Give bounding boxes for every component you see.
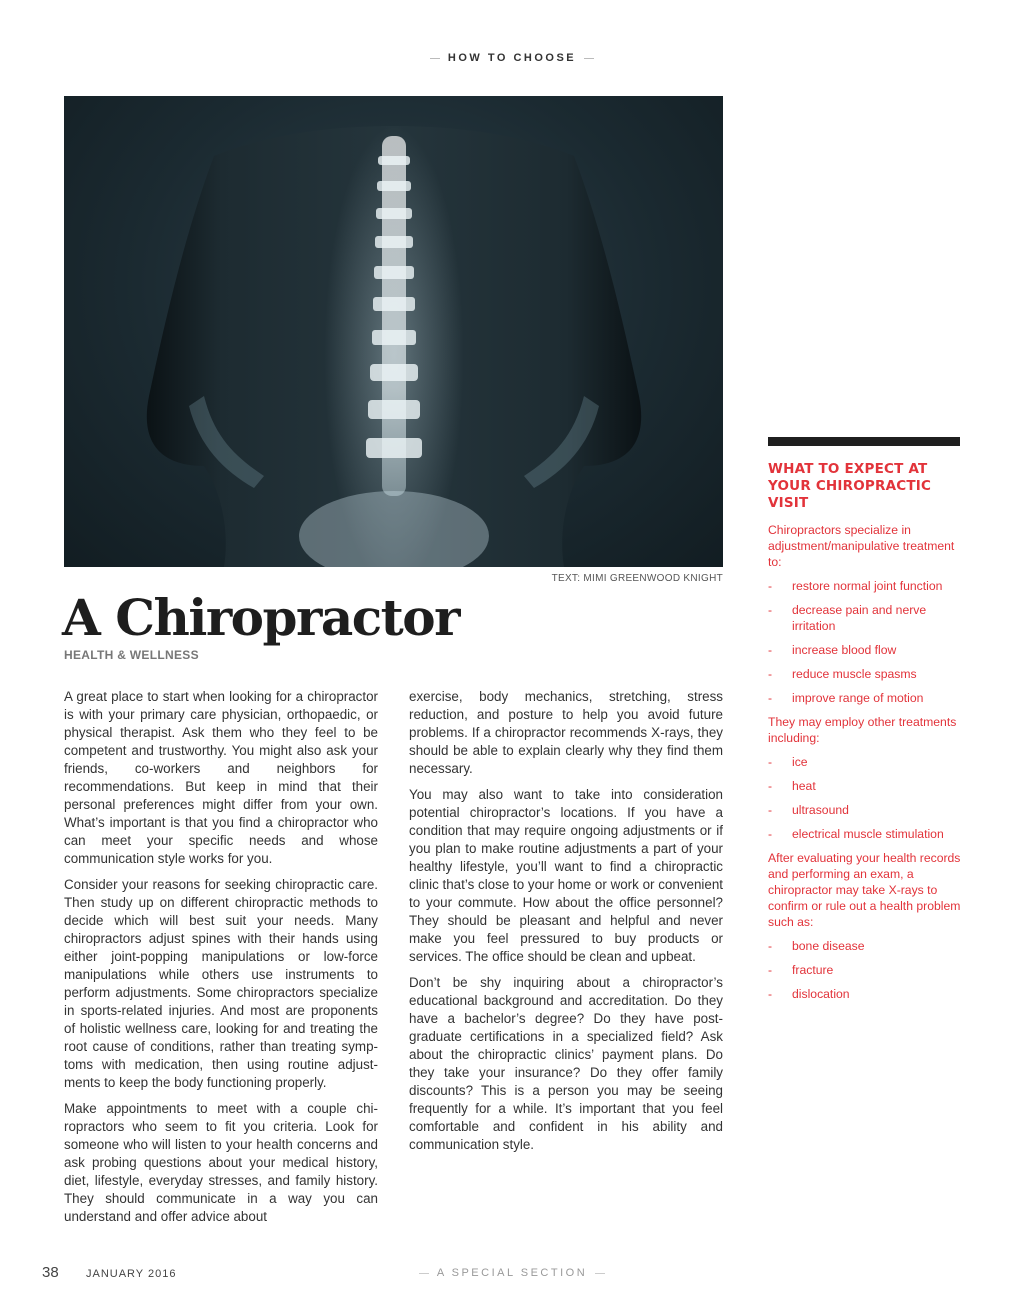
paragraph: Don’t be shy inquiring about a chiropractor’s educational background and accreditation. Do they have a bachelor’s degree? Do they have post-graduate certifications in a specialized field? Ask about the chiropractic clinics’ payment plans. Do they take your insurance? Do they offer family discounts? This is a person you may be seeing frequently for a while. It’s important that you feel comfortable and confident in his ability and communication style.	[409, 975, 723, 1152]
sidebar-top-bar	[768, 437, 960, 446]
author-credit: TEXT: MIMI GREENWOOD KNIGHT	[551, 573, 723, 584]
article-title: A Chiropractor	[62, 588, 459, 647]
list-item: - electrical muscle stimulation	[768, 826, 963, 842]
issue-date: JANUARY 2016	[86, 1268, 177, 1280]
hero-image	[64, 96, 723, 567]
divider	[430, 58, 440, 59]
paragraph: Consider your reasons for seeking chiropractic care. Then study up on different chiropractic methods to decide which will best suit your needs. Many chiropractors adjust spines with their hands using either joint-popping manipulations or low-force manipulations while others use instruments to perform adjustments. Some chiropractors specialize in sports-related injuries. And most are proponents of holistic wellness care, looking for and treating the root cause of conditions, rather than treating symptoms with medication, then using routine adjustments to keep the body functioning properly.	[64, 877, 378, 1090]
list-item: - heat	[768, 778, 963, 794]
running-head	[0, 52, 1024, 64]
sidebar	[768, 461, 963, 1010]
list-item: - reduce muscle spasms	[768, 666, 963, 682]
running-head-label: HOW TO CHOOSE	[447, 52, 577, 64]
list-item: - fracture	[768, 962, 963, 978]
spine-xray-illustration	[64, 96, 723, 567]
sidebar-list-treatments	[768, 578, 963, 706]
list-item: - increase blood flow	[768, 642, 963, 658]
sidebar-intro: They may employ other treatments including:	[768, 715, 957, 745]
sidebar-intro: Chiropractors specialize in adjustment/manipulative treatment to:	[768, 523, 955, 569]
paragraph: A great place to start when looking for a chiropractor is with your primary care physician, orthopaedic, or physical therapist. Ask them who they feel to be competent and trustworthy. You might also ask your friends, co-workers and neighbors for recommendations. But keep in mind that their personal preferences might differ from your own. What’s important is that you find a chiropractor who can meet your specific needs and whose communication style works for you.	[64, 689, 378, 866]
list-item: - ice	[768, 754, 963, 770]
section-label: A SPECIAL SECTION	[436, 1267, 588, 1279]
article-column-1	[64, 688, 378, 1234]
sidebar-heading: WHAT TO EXPECT AT YOUR CHIROPRACTIC VISIT	[768, 461, 932, 511]
divider	[419, 1273, 429, 1274]
sidebar-intro: After evaluating your health records and performing an exam, a chiropractor may take X-rays to confirm or rule out a health problem such as:	[768, 851, 961, 929]
list-item: - ultrasound	[768, 802, 963, 818]
divider	[584, 58, 594, 59]
list-item: - dislocation	[768, 986, 963, 1002]
page-number: 38	[42, 1264, 59, 1281]
sidebar-list-other-treatments	[768, 754, 963, 842]
article-category: HEALTH & WELLNESS	[64, 648, 199, 662]
divider	[595, 1273, 605, 1274]
list-item: - improve range of motion	[768, 690, 963, 706]
article-column-2	[409, 688, 723, 1162]
list-item: - bone disease	[768, 938, 963, 954]
section-name	[0, 1267, 1024, 1279]
list-item: - restore normal joint function	[768, 578, 963, 594]
paragraph: exercise, body mechanics, stretching, stress reduction, and posture to help you avoid future problems. If a chiropractor recommends X-rays, they should be able to explain clearly why they find them necessary.	[409, 689, 723, 776]
paragraph: Make appointments to meet with a couple chiropractors who seem to fit you criteria. Look for someone who will listen to your health concerns and ask probing questions about your medical history, diet, lifestyle, everyday stresses, and family history. They should communicate in a way you can understand and offer advice about	[64, 1101, 378, 1224]
sidebar-list-conditions	[768, 938, 963, 1002]
list-item: - decrease pain and nerve irritation	[768, 602, 963, 634]
paragraph: You may also want to take into consideration potential chiropractor’s locations. If you have a condition that may require ongoing adjustments or if you plan to make routine adjustments a part of your healthy lifestyle, you’ll want to find a chiropractic clinic that’s close to your home or work or convenient to your commute. How about the office personnel? They should be pleasant and helpful and never make you feel pressured to buy products or services. The office should be clean and upbeat.	[409, 787, 723, 964]
